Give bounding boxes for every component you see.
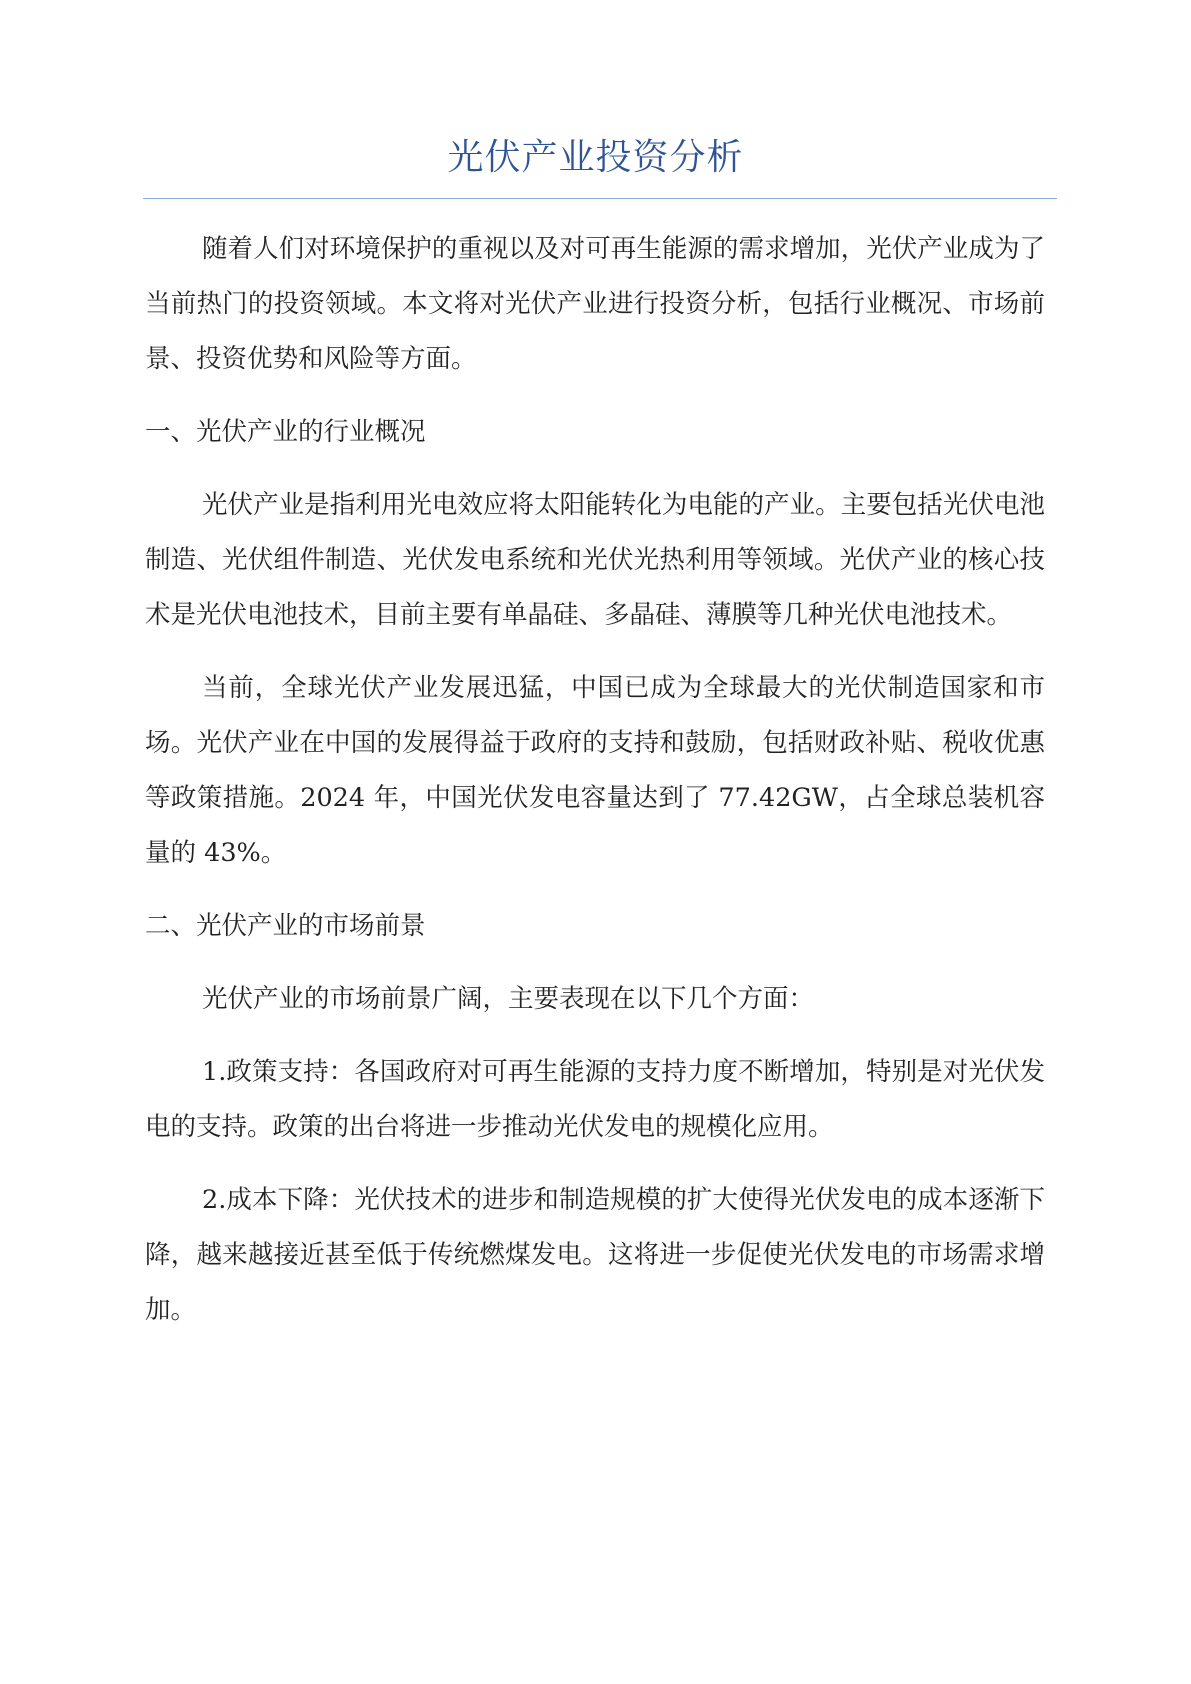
cost-decline-item: 2.成本下降：光伏技术的进步和制造规模的扩大使得光伏发电的成本逐渐下降，越来越接近甚至低于传统燃煤发电。这将进一步促使光伏发电的市场需求增加。 [145,1185,1045,1325]
china-status-paragraph: 当前，全球光伏产业发展迅猛，中国已成为全球最大的光伏制造国家和市场。光伏产业在中国的发展得益于政府的支持和鼓励，包括财政补贴、税收优惠等政策措施。2024 年，中国光伏发电容量达到了 77.42GW，占全球总装机容量的 43%。 [145,673,1045,868]
document-title: 光伏产业投资分析 [447,137,744,178]
overview-paragraph: 光伏产业是指利用光电效应将太阳能转化为电能的产业。主要包括光伏电池制造、光伏组件制造、光伏发电系统和光伏光热利用等领域。光伏产业的核心技术是光伏电池技术，目前主要有单晶硅、多晶硅、薄膜等几种光伏电池技术。 [145,490,1045,630]
section-heading-market: 二、光伏产业的市场前景 [145,911,426,941]
intro-paragraph: 随着人们对环境保护的重视以及对可再生能源的需求增加，光伏产业成为了当前热门的投资领域。本文将对光伏产业进行投资分析，包括行业概况、市场前景、投资优势和风险等方面。 [145,234,1045,374]
title-divider [143,198,1057,199]
document-body [145,222,1045,1356]
section-heading-overview: 一、光伏产业的行业概况 [145,417,426,447]
market-intro-paragraph: 光伏产业的市场前景广阔，主要表现在以下几个方面： [202,984,815,1014]
policy-support-item: 1.政策支持：各国政府对可再生能源的支持力度不断增加，特别是对光伏发电的支持。政策的出台将进一步推动光伏发电的规模化应用。 [145,1057,1045,1142]
